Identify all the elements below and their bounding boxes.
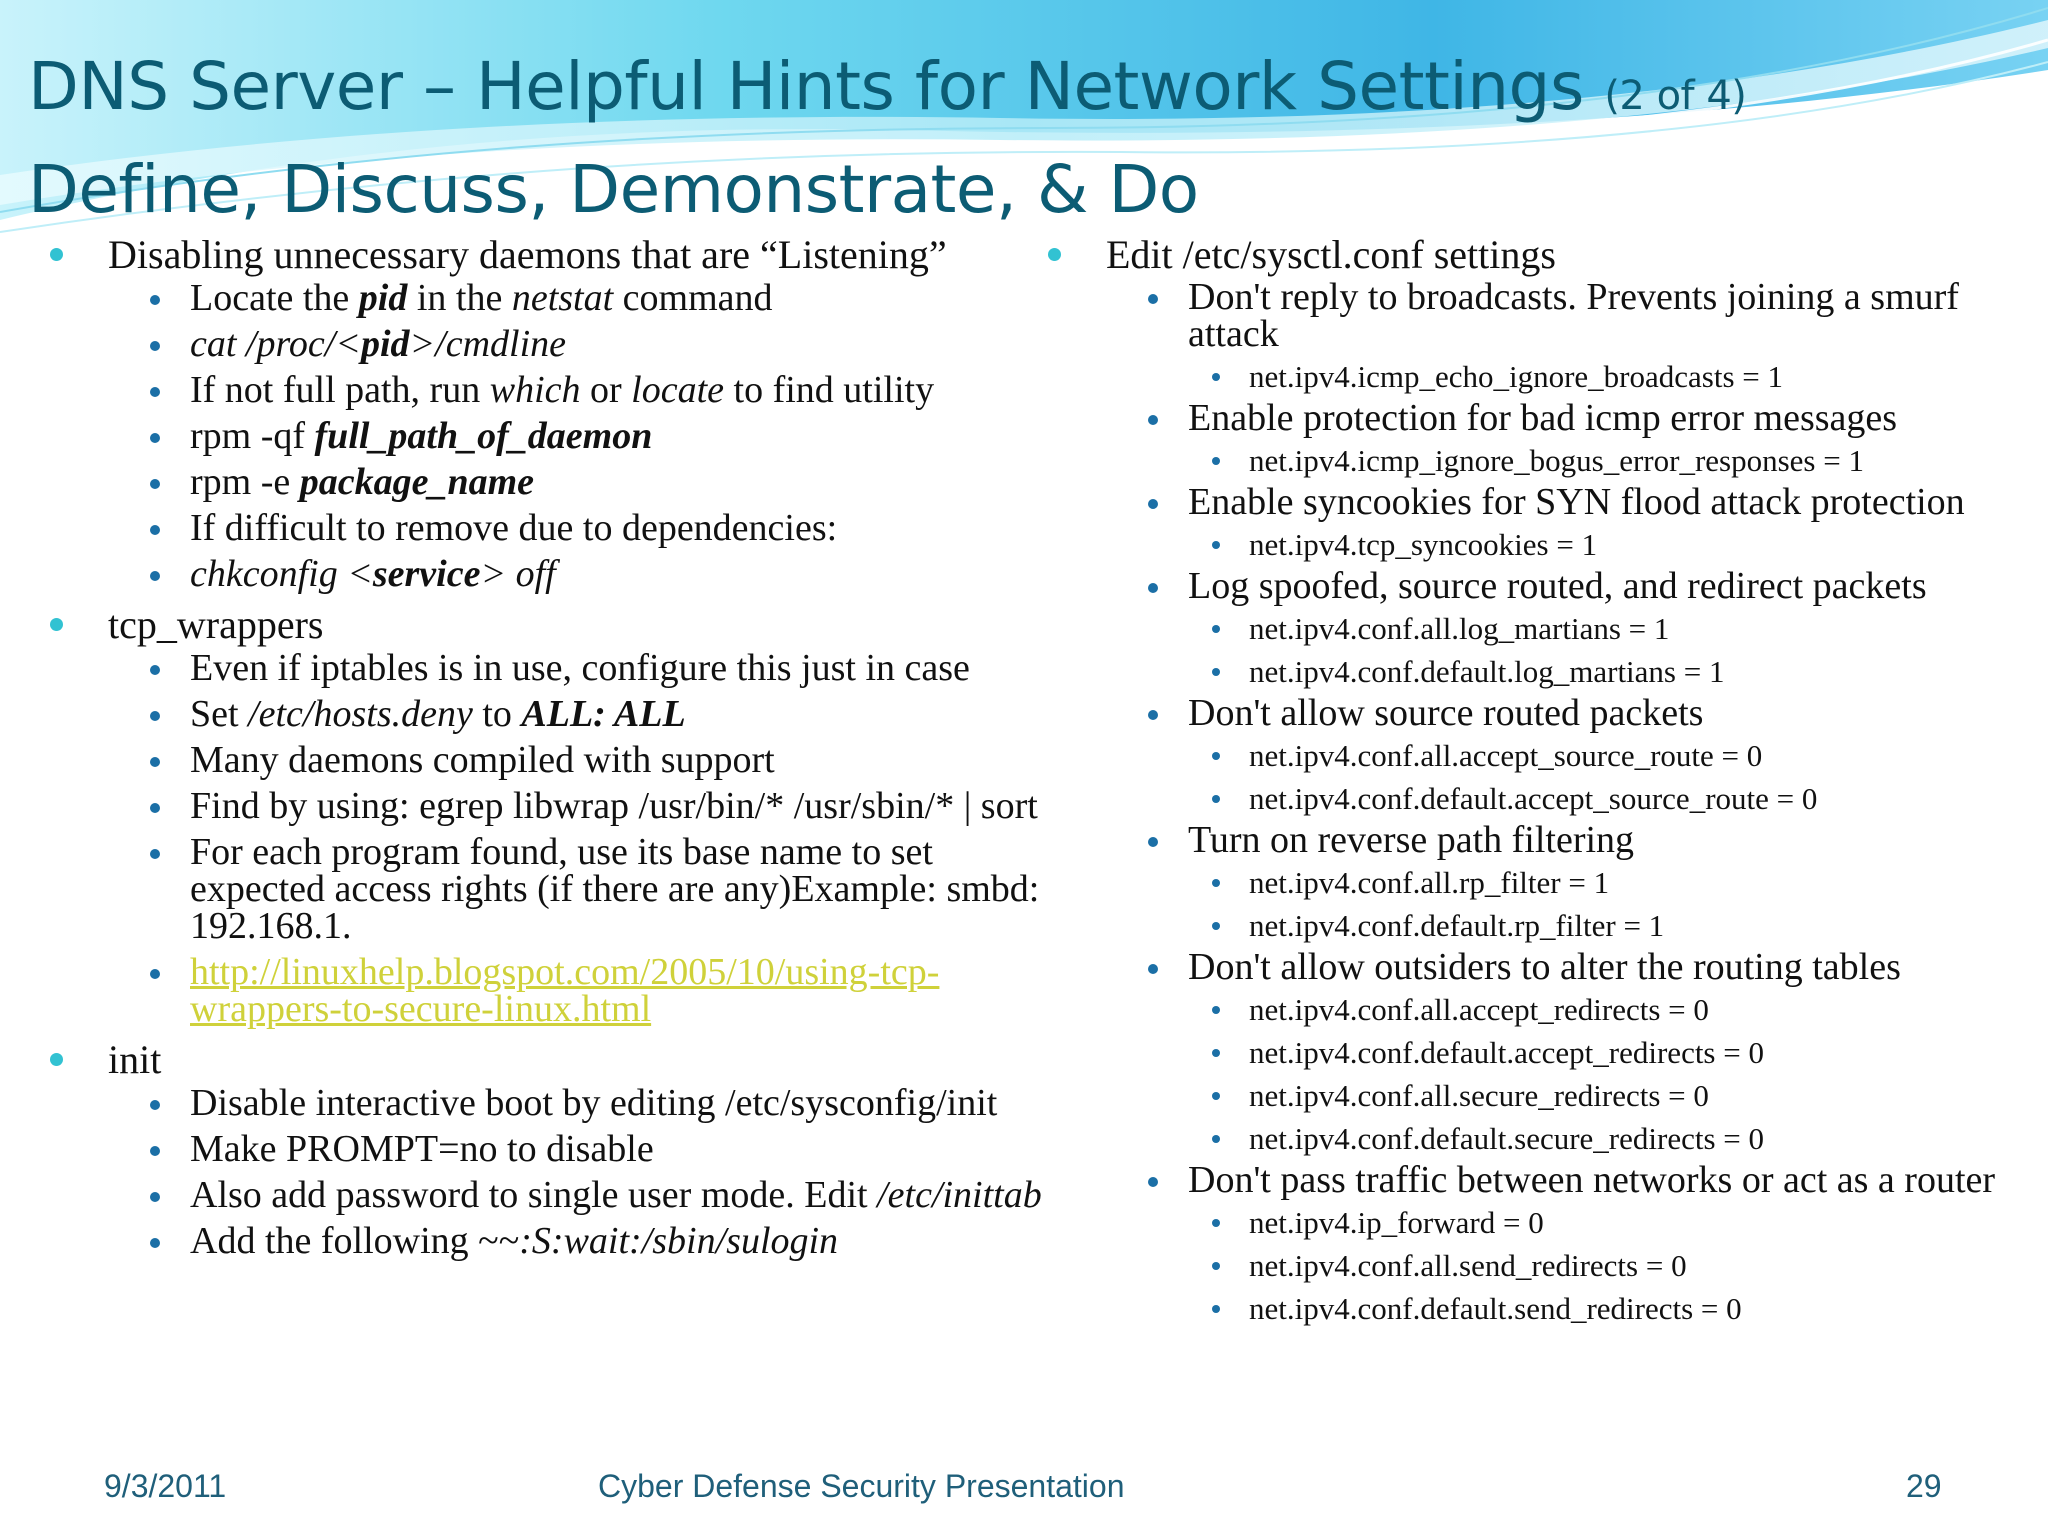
bullet-label: init — [108, 1037, 162, 1082]
text: Make PROMPT=no to disable — [190, 1128, 654, 1170]
text: Don't reply to broadcasts. Prevents joining a smurf attack — [1188, 276, 1959, 355]
text: Log spoofed, source routed, and redirect packets — [1188, 565, 1927, 607]
sub-bullet — [1106, 1159, 2042, 1201]
text: Add the following ~~ — [190, 1220, 520, 1262]
setting-line — [1188, 906, 2042, 946]
bullet-disabling-daemons — [44, 232, 1044, 593]
text: locate — [631, 369, 725, 411]
setting-line — [1188, 736, 2042, 776]
text: net.ipv4.conf.all.accept_source_route = 0 — [1249, 738, 1763, 773]
text: Turn on reverse path filtering — [1188, 819, 1635, 861]
text: to find utility — [724, 369, 935, 411]
text: rpm -e — [190, 461, 300, 503]
sub-bullet — [108, 553, 1044, 595]
text: net.ipv4.conf.all.accept_redirects = 0 — [1249, 992, 1709, 1027]
text: :S:wait:/sbin/sulogin — [519, 1220, 839, 1262]
text: or — [580, 369, 632, 411]
text: package_name — [299, 461, 535, 503]
text: Enable protection for bad icmp error messages — [1188, 397, 1898, 439]
text: in the — [407, 277, 512, 319]
title-part: (2 of 4) — [1604, 73, 1747, 119]
sub-bullet — [1106, 276, 2042, 355]
sub-bullet — [108, 647, 1044, 689]
text: Locate the — [190, 277, 359, 319]
text: net.ipv4.conf.all.log_martians = 1 — [1249, 611, 1670, 646]
title-line-2: Define, Discuss, Demonstrate, & Do — [28, 151, 1199, 228]
text: net.ipv4.conf.default.log_martians = 1 — [1249, 654, 1725, 689]
sub-bullet — [1106, 481, 2042, 523]
text: net.ipv4.ip_forward = 0 — [1249, 1205, 1544, 1240]
text: Set — [190, 693, 249, 735]
text: /etc/inittab — [877, 1174, 1042, 1216]
sub-bullet — [108, 415, 1044, 457]
text: net.ipv4.conf.all.secure_redirects = 0 — [1249, 1078, 1709, 1113]
sub-bullet — [108, 507, 1044, 549]
text: net.ipv4.conf.default.rp_filter = 1 — [1249, 908, 1665, 943]
text: net.ipv4.conf.all.send_redirects = 0 — [1249, 1248, 1687, 1283]
text: command — [613, 277, 773, 319]
text: net.ipv4.conf.default.send_redirects = 0 — [1249, 1291, 1742, 1326]
text: net.ipv4.conf.default.secure_redirects = 0 — [1249, 1121, 1764, 1156]
text: Disable interactive boot by editing /etc/sysconfig/init — [190, 1082, 998, 1124]
bullet-label: Edit /etc/sysctl.conf settings — [1106, 232, 1556, 277]
bullet-label: Disabling unnecessary daemons that are “Listening” — [108, 232, 947, 277]
setting-line — [1188, 863, 2042, 903]
text: > off — [480, 553, 556, 595]
sub-bullet — [108, 739, 1044, 781]
text: ALL: ALL — [521, 693, 686, 735]
sub-bullet — [108, 1174, 1044, 1216]
text: Don't allow source routed packets — [1188, 692, 1704, 734]
text: cat /proc/< — [190, 323, 361, 365]
sub-bullet — [108, 951, 1044, 1030]
text: net.ipv4.icmp_ignore_bogus_error_responses = 1 — [1249, 443, 1864, 478]
setting-line — [1188, 652, 2042, 692]
bullet-tcp-wrappers — [44, 602, 1044, 1028]
text: netstat — [511, 277, 614, 319]
sub-bullet — [108, 1128, 1044, 1170]
setting-line — [1188, 1119, 2042, 1159]
setting-line — [1188, 357, 2042, 397]
bullet-init — [44, 1037, 1044, 1260]
text: /etc/hosts.deny — [248, 693, 473, 735]
setting-line — [1188, 779, 2042, 819]
tcp-wrappers-link[interactable]: http://linuxhelp.blogspot.com/2005/10/using-tcp-wrappers-to-secure-linux.html — [190, 951, 940, 1030]
text: Don't pass traffic between networks or act as a router — [1188, 1159, 1996, 1201]
setting-line — [1188, 609, 2042, 649]
sub-bullet — [108, 1082, 1044, 1124]
sub-bullet — [1106, 692, 2042, 734]
setting-line — [1188, 1246, 2042, 1286]
text: net.ipv4.conf.default.accept_redirects = 0 — [1249, 1035, 1764, 1070]
sub-bullet — [108, 277, 1044, 319]
sub-bullet — [108, 1220, 1044, 1262]
text: Also add password to single user mode. Edit — [190, 1174, 878, 1216]
footer-page-number: 29 — [1906, 1468, 1942, 1504]
sub-bullet — [1106, 565, 2042, 607]
bullet-label: tcp_wrappers — [108, 602, 324, 647]
right-column — [1042, 232, 2042, 1332]
text: For each program found, use its base name to set expected access rights (if there are any)Example: smbd: 192.168.1. — [190, 831, 1040, 947]
text: service — [372, 553, 481, 595]
text: If difficult to remove due to dependencies: — [190, 507, 838, 549]
left-column — [44, 232, 1044, 1269]
setting-line — [1188, 525, 2042, 565]
sub-bullet — [108, 323, 1044, 365]
text: If not full path, run — [190, 369, 490, 411]
text: to — [472, 693, 522, 735]
bullet-sysctl — [1042, 232, 2042, 1329]
setting-line — [1188, 1203, 2042, 1243]
text: rpm -qf — [190, 415, 315, 457]
title-line-1 — [28, 40, 1746, 143]
text: >/cmdline — [409, 323, 566, 365]
text: full_path_of_daemon — [314, 415, 653, 457]
sub-bullet — [1106, 397, 2042, 439]
sub-bullet — [108, 461, 1044, 503]
setting-line — [1188, 990, 2042, 1030]
text: net.ipv4.conf.all.rp_filter = 1 — [1249, 865, 1610, 900]
title-main: DNS Server – Helpful Hints for Network Settings — [28, 48, 1584, 125]
slide-title — [28, 40, 1746, 237]
sub-bullet — [108, 785, 1044, 827]
text: Don't allow outsiders to alter the routing tables — [1188, 946, 1901, 988]
sub-bullet — [1106, 946, 2042, 988]
text: pid — [360, 323, 410, 365]
text: pid — [358, 277, 408, 319]
setting-line — [1188, 1076, 2042, 1116]
footer-title: Cyber Defense Security Presentation — [598, 1468, 1125, 1504]
text: which — [489, 369, 581, 411]
sub-bullet — [108, 693, 1044, 735]
sub-bullet — [108, 831, 1044, 947]
sub-bullet — [1106, 819, 2042, 861]
sub-bullet — [108, 369, 1044, 411]
text: net.ipv4.icmp_echo_ignore_broadcasts = 1 — [1249, 359, 1784, 394]
text: Find by using: egrep libwrap /usr/bin/* /usr/sbin/* | sort — [190, 785, 1038, 827]
setting-line — [1188, 1289, 2042, 1329]
text: net.ipv4.tcp_syncookies = 1 — [1249, 527, 1598, 562]
setting-line — [1188, 1033, 2042, 1073]
text: net.ipv4.conf.default.accept_source_route = 0 — [1249, 781, 1818, 816]
text: chkconfig < — [190, 553, 373, 595]
text: Enable syncookies for SYN flood attack protection — [1188, 481, 1965, 523]
footer-date: 9/3/2011 — [104, 1468, 227, 1504]
text: Many daemons compiled with support — [190, 739, 775, 781]
text: Even if iptables is in use, configure this just in case — [190, 647, 970, 689]
setting-line — [1188, 441, 2042, 481]
